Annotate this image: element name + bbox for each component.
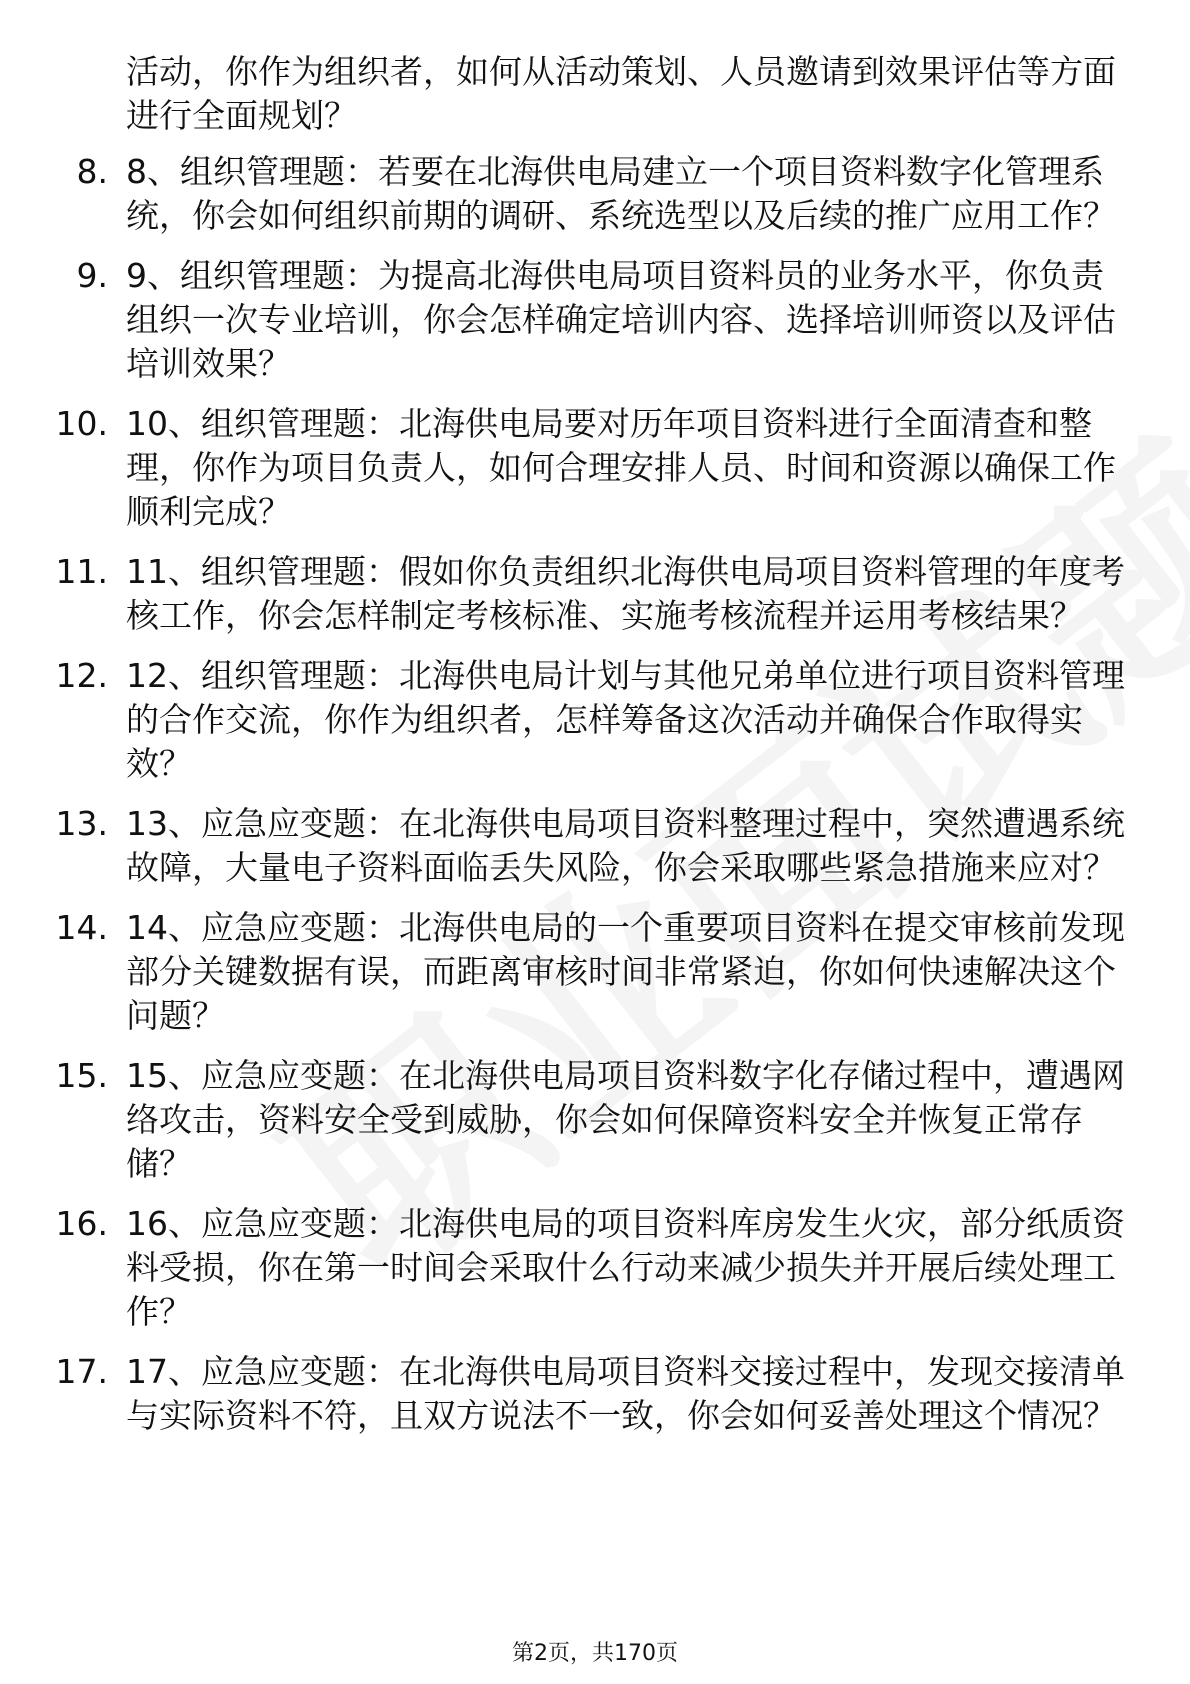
- list-number: 9.: [76, 256, 108, 295]
- list-item: [0, 1202, 1190, 1334]
- list-item: [0, 1350, 1190, 1438]
- question-text: 15、应急应变题：在北海供电局项目资料数字化存储过程中，遭遇网络攻击，资料安全受到威胁，你会如何保障资料安全并恢复正常存储？: [126, 1056, 1125, 1183]
- list-item: [0, 254, 1190, 386]
- list-number: 17.: [55, 1352, 108, 1391]
- question-text: 13、应急应变题：在北海供电局项目资料整理过程中，突然遭遇系统故障，大量电子资料面临丢失风险，你会采取哪些紧急措施来应对？: [126, 804, 1125, 887]
- list-number: 8.: [76, 152, 108, 191]
- question-text: 11、组织管理题：假如你负责组织北海供电局项目资料管理的年度考核工作，你会怎样制定考核标准、实施考核流程并运用考核结果？: [126, 552, 1125, 635]
- page-footer: 第2页，共170页: [512, 1641, 678, 1666]
- list-number: 14.: [55, 908, 108, 947]
- intro-paragraph: 活动，你作为组织者，如何从活动策划、人员邀请到效果评估等方面进行全面规划？: [126, 52, 1116, 135]
- list-item: [0, 1054, 1190, 1186]
- question-text: 16、应急应变题：北海供电局的项目资料库房发生火灾，部分纸质资料受损，你在第一时间会采取什么行动来减少损失并开展后续处理工作？: [126, 1204, 1125, 1331]
- question-text: 17、应急应变题：在北海供电局项目资料交接过程中，发现交接清单与实际资料不符，且双方说法不一致，你会如何妥善处理这个情况？: [126, 1352, 1125, 1435]
- list-item: [0, 802, 1190, 890]
- list-item: [0, 906, 1190, 1038]
- question-text: 9、组织管理题：为提高北海供电局项目资料员的业务水平，你负责组织一次专业培训，你会怎样确定培训内容、选择培训师资以及评估培训效果？: [126, 256, 1116, 383]
- list-number: 15.: [55, 1056, 108, 1095]
- list-number: 11.: [55, 552, 108, 591]
- list-number: 16.: [55, 1204, 108, 1243]
- list-number: 12.: [55, 656, 108, 695]
- list-item: [0, 402, 1190, 534]
- list-item: [0, 654, 1190, 786]
- question-list: [0, 150, 1190, 1454]
- question-text: 14、应急应变题：北海供电局的一个重要项目资料在提交审核前发现部分关键数据有误，而距离审核时间非常紧迫，你如何快速解决这个问题？: [126, 908, 1125, 1035]
- list-item: [0, 550, 1190, 638]
- list-item: [0, 150, 1190, 238]
- question-text: 10、组织管理题：北海供电局要对历年项目资料进行全面清查和整理，你作为项目负责人，如何合理安排人员、时间和资源以确保工作顺利完成？: [126, 404, 1116, 531]
- list-number: 10.: [55, 404, 108, 443]
- question-text: 12、组织管理题：北海供电局计划与其他兄弟单位进行项目资料管理的合作交流，你作为组织者，怎样筹备这次活动并确保合作取得实效？: [126, 656, 1125, 783]
- list-number: 13.: [55, 804, 108, 843]
- question-text: 8、组织管理题：若要在北海供电局建立一个项目资料数字化管理系统，你会如何组织前期的调研、系统选型以及后续的推广应用工作？: [126, 152, 1116, 235]
